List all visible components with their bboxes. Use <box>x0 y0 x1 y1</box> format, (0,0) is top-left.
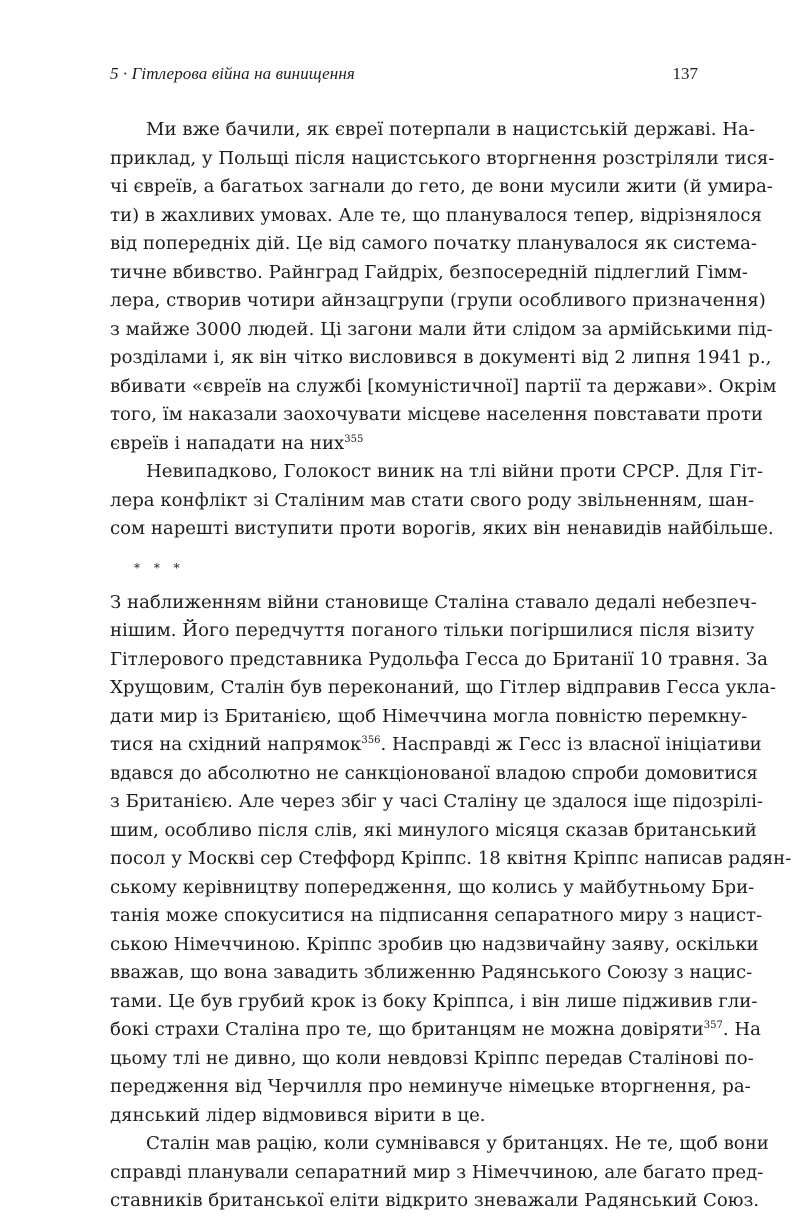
text-line: вбивати «євреїв на службі [комуністичної] партії та держави». Окрім <box>110 375 777 397</box>
footnote-marker[interactable]: 355 <box>344 433 364 445</box>
text-line: дянський лідер відмовився вірити в це. <box>110 1104 486 1126</box>
text-line: шим, особливо після слів, які минулого місяця сказав британський <box>110 819 757 841</box>
text-line: танія може спокуситися на підписання сепаратного миру з нацист- <box>110 905 763 926</box>
text-line: з майже 3000 людей. Ці загони мали йти слідом за армійськими під- <box>110 318 773 340</box>
text-line: Гітлерового представника Рудольфа Гесса до Британії 10 травня. За <box>110 648 768 670</box>
text-line: передження від Черчилля про неминуче німецьке вторгнення, ра- <box>110 1076 751 1097</box>
text-line: вдався до абсолютно не санкціонованої владою спроби домовитися <box>110 762 758 784</box>
footnote-marker[interactable]: 357 <box>703 1019 723 1031</box>
text-fragment: . На <box>722 1019 761 1040</box>
text-line: справді планували сепаратний мир з Німеччиною, але багато пред- <box>110 1161 764 1183</box>
text-fragment: . Насправді ж Гесс із власної ініціативи <box>380 734 762 755</box>
text-line: того, їм наказали заохочувати місцеве населення повставати проти <box>110 404 763 425</box>
text-line: дати мир із Британією, щоб Німеччина могла повністю перемкну- <box>110 705 748 727</box>
text-line: лера конфлікт зі Сталіним мав стати свого роду звільненням, шан- <box>110 489 755 511</box>
paragraph-4 <box>110 1130 769 1216</box>
text-line: Невипадково, Голокост виник на тлі війни проти СРСР. Для Гіт- <box>146 461 763 482</box>
text-fragment: євреїв і нападати на них <box>110 432 345 454</box>
text-line: чі євреїв, а багатьох загнали до гето, де вони мусили жити (й умира- <box>110 176 773 197</box>
text-line: Хрущовим, Сталін був переконаний, що Гітлер відправив Гесса укла- <box>110 677 776 698</box>
text-line: З наближенням війни становище Сталіна ставало дедалі небезпеч- <box>110 591 757 613</box>
text-fragment: тися на східний напрямок <box>110 734 362 755</box>
paragraph-2 <box>110 458 774 544</box>
paragraph-1 <box>110 116 777 458</box>
text-line: Сталін мав рацію, коли сумнівався у британцях. Не те, щоб вони <box>146 1133 769 1154</box>
text-line: лера, створив чотири айнзацгрупи (групи особливого призначення) <box>110 290 766 311</box>
text-line: ставників британської еліти відкрито зневажали Радянський Союз. <box>110 1190 760 1211</box>
text-line: ти) в жахливих умовах. Але те, що планувалося тепер, відрізнялося <box>110 204 762 226</box>
text-line: вважав, що вона завадить зближенню Радянського Союзу з нацис- <box>110 962 753 983</box>
paragraph-3 <box>110 589 792 1131</box>
body-text <box>110 116 792 1216</box>
footnote-marker[interactable]: 356 <box>361 734 381 746</box>
text-line <box>110 731 762 760</box>
text-line <box>110 430 700 459</box>
text-line: від попередніх дій. Це від самого початку планувалося як система- <box>110 233 758 254</box>
text-line: тами. Це був грубий крок із боку Кріппса, і він лише підживив гли- <box>110 990 758 1012</box>
text-line: ському керівництву попередження, що колись у майбутньому Бри- <box>110 876 755 898</box>
text-line: приклад, у Польщі після нацистського вторгнення розстріляли тися- <box>110 147 775 169</box>
running-head: 5 · Гітлерова війна на винищення <box>110 64 355 83</box>
page-number: 137 <box>672 64 698 83</box>
text-line: цьому тлі не дивно, що коли невдовзі Кріппс передав Сталінові по- <box>110 1047 754 1069</box>
text-line: посол у Москві сер Стеффорд Кріппс. 18 квітня Кріппс написав радян- <box>110 848 792 869</box>
section-separator: * * * <box>134 560 185 575</box>
text-line: сом нарешті виступити проти ворогів, яких він ненавидів найбільше. <box>110 518 774 539</box>
text-line: ською Німеччиною. Кріппс зробив цю надзвичайну заяву, оскільки <box>110 933 759 955</box>
text-line: Ми вже бачили, як євреї потерпали в нацистській державі. На- <box>146 119 755 140</box>
text-line <box>110 1016 761 1045</box>
text-line: тичне вбивство. Райнград Гайдріх, безпосередній підлеглий Гімм- <box>110 261 748 283</box>
text-line: з Британією. Але через збіг у часі Сталіну це здалося іще підозрілі- <box>110 791 763 812</box>
text-line: розділами і, як він чітко висловився в документі від 2 липня 1941 р., <box>110 347 772 368</box>
text-line: нішим. Його передчуття поганого тільки погіршилися після візиту <box>110 620 755 641</box>
page-header <box>110 64 698 90</box>
text-fragment: бокі страхи Сталіна про те, що британцям не можна довіряти <box>110 1019 704 1040</box>
